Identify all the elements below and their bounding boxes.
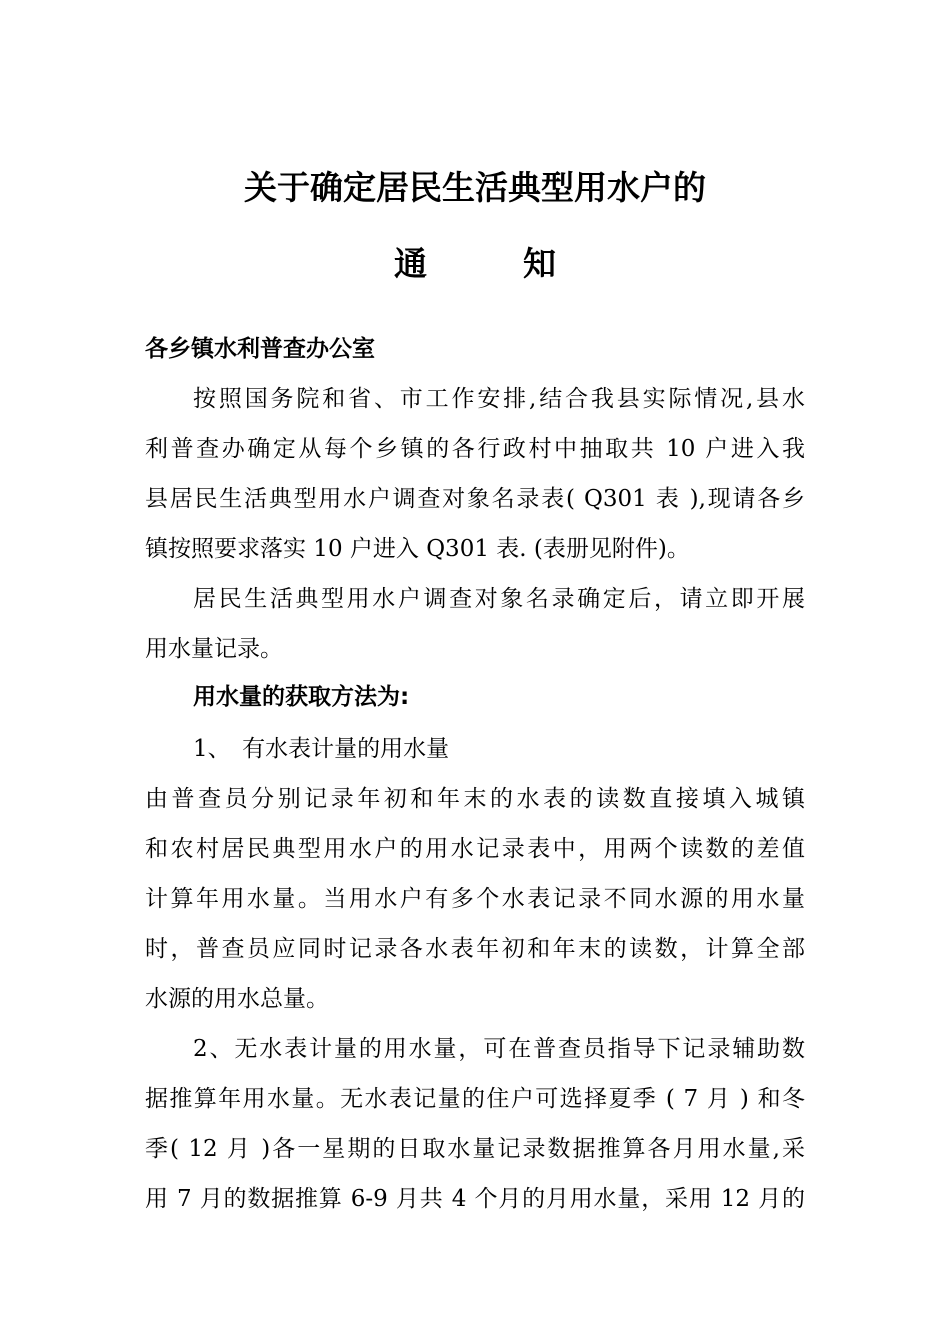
- item-2-line: 季( 12 月 )各一星期的日取水量记录数据推算各月用水量,采: [145, 1136, 805, 1162]
- item-1-heading: 1、 有水表计量的用水量: [193, 736, 450, 762]
- paragraph-1-line: 县居民生活典型用水户调查对象名录表( Q301 表 ),现请各乡: [145, 486, 805, 512]
- paragraph-1-line: 按照国务院和省、市工作安排,结合我县实际情况,县水: [193, 386, 805, 412]
- document-title-notice: [0, 242, 950, 286]
- item-2-line: 用 7 月的数据推算 6-9 月共 4 个月的月用水量，采用 12 月的: [145, 1186, 805, 1212]
- paragraph-2-line: 用水量记录。: [145, 636, 283, 662]
- paragraph-2-line: 居民生活典型用水户调查对象名录确定后，请立即开展: [193, 586, 805, 612]
- item-1-line: 时，普查员应同时记录各水表年初和年末的读数，计算全部: [145, 936, 805, 962]
- item-2-line: 据推算年用水量。无水表记量的住户可选择夏季 ( 7 月 ) 和冬: [145, 1086, 805, 1112]
- item-1-line: 计算年用水量。当用水户有多个水表记录不同水源的用水量: [145, 886, 805, 912]
- title-char-tong: 通: [394, 244, 427, 283]
- item-1-line: 水源的用水总量。: [145, 986, 329, 1012]
- method-heading: 用水量的获取方法为:: [193, 684, 410, 710]
- title-char-zhi: 知: [523, 244, 556, 283]
- document-title: 关于确定居民生活典型用水户的: [244, 168, 706, 207]
- paragraph-1-line: 利普查办确定从每个乡镇的各行政村中抽取共 10 户进入我: [145, 436, 805, 462]
- item-1-line: 和农村居民典型用水户的用水记录表中，用两个读数的差值: [145, 836, 805, 862]
- item-1-line: 由普查员分别记录年初和年末的水表的读数直接填入城镇: [145, 786, 805, 812]
- item-2-line: 2、无水表计量的用水量，可在普查员指导下记录辅助数: [193, 1036, 805, 1062]
- paragraph-1-line: 镇按照要求落实 10 户进入 Q301 表. (表册见附件)。: [145, 536, 690, 562]
- addressee: 各乡镇水利普查办公室: [145, 336, 375, 362]
